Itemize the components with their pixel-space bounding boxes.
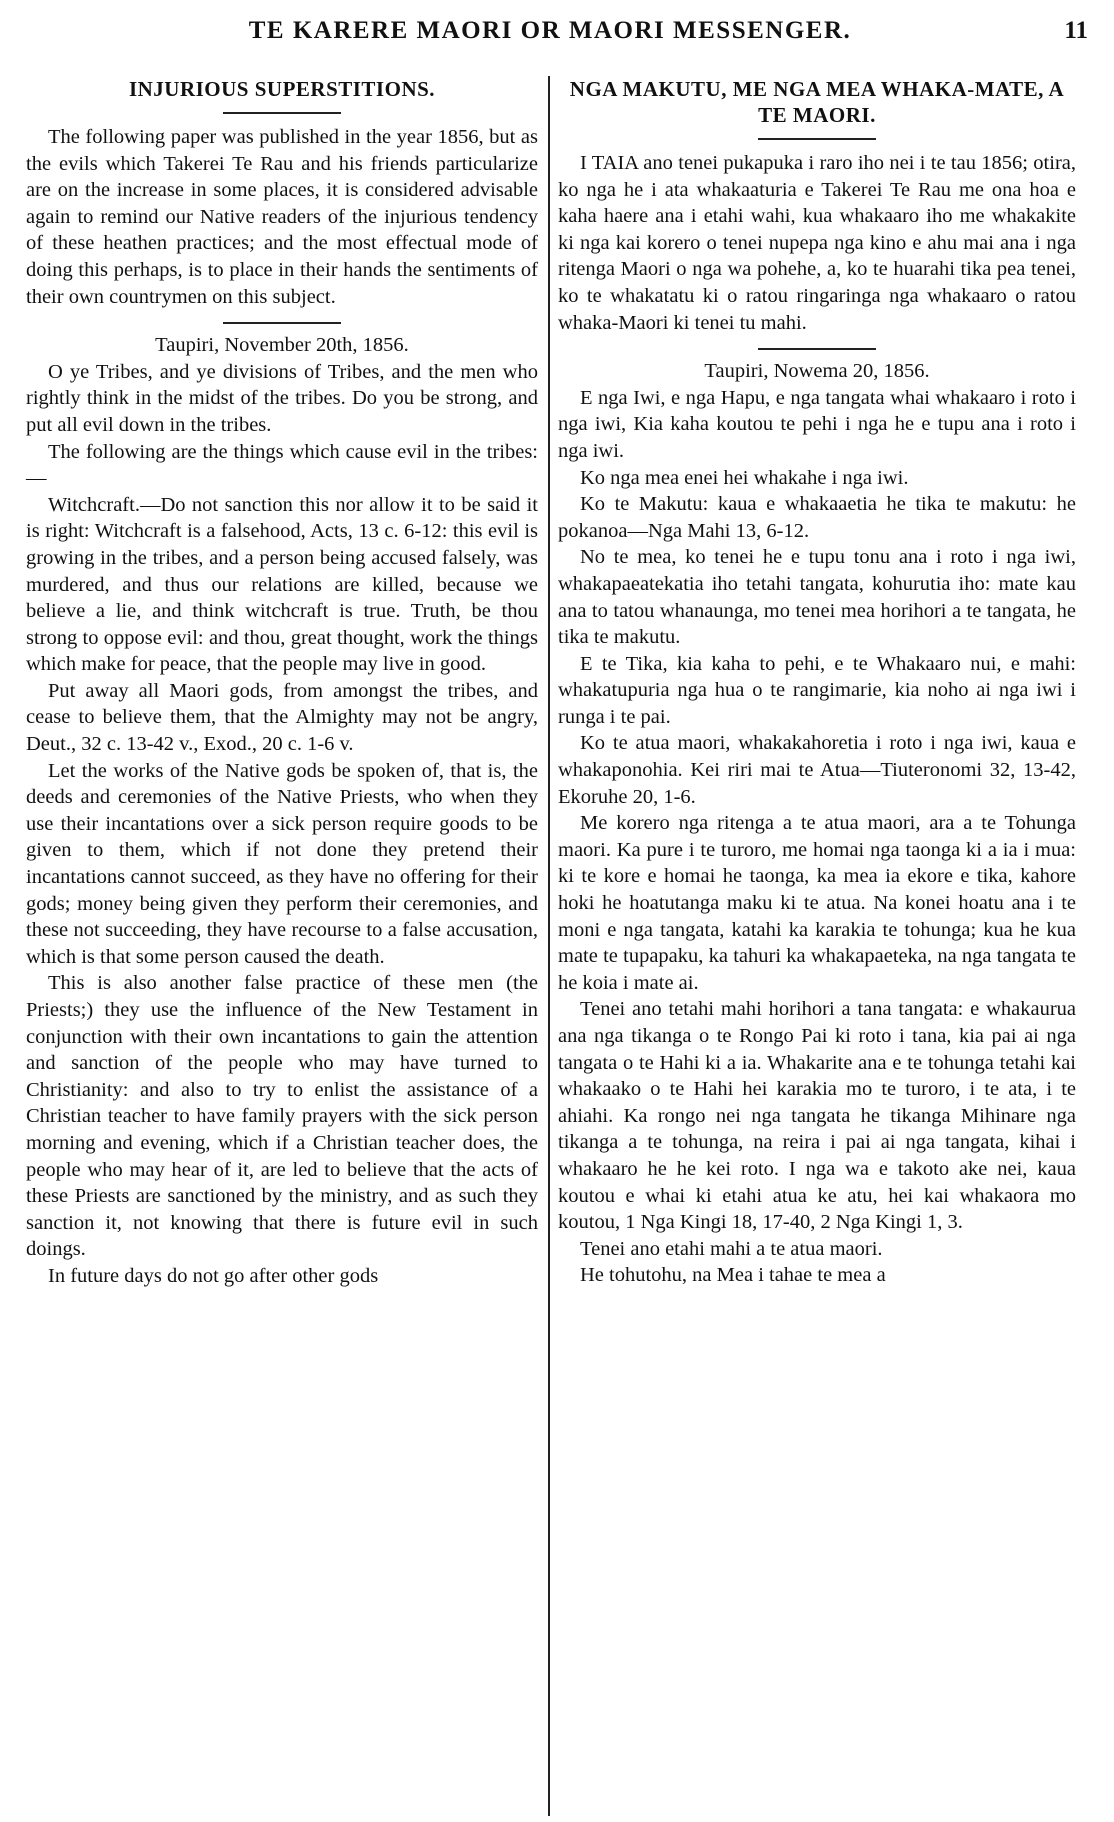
intro-rule	[758, 348, 876, 350]
maori-paragraph: Tenei ano etahi mahi a te atua maori.	[580, 1237, 883, 1260]
english-paragraph: Witchcraft.—Do not sanction this nor allow it to be said it is right: Witchcraft is a falsehood, Acts, 13 c. 6-12: this evil is growing in the tribes, and a person being accused falsely, was murdered, and thus our relations are killed, because we believe a lie, and think witchcraft is true. Truth, be thou strong to oppose evil: and thou, great thought, work the things which make for peace, that the people may live in good.	[26, 493, 538, 676]
english-paragraph: The following are the things which cause evil in the tribes:—	[26, 440, 538, 490]
maori-dateline: Taupiri, Nowema 20, 1856.	[704, 360, 930, 383]
english-paragraph: This is also another false practice of these men (the Priests;) they use the influence of the New Testament in conjunction with their own incantations to gain the attention and sanction of the people who may have turned to Christianity: and also to try to enlist the assistance of a Christian teacher to have family prayers with the sick person morning and evening, which if a Christian teacher does, the people who may hear of it, are led to believe that the acts of these Priests are sanctioned by the ministry, and as such they sanction it, not knowing that there is future evil in such doings.	[26, 972, 538, 1261]
english-intro: The following paper was published in the year 1856, but as the evils which Takerei Te Rau and his friends particularize are on the increase in some places, it is considered advisable again to remind our Native readers of the injurious tendency of these heathen practices; and the most effectual mode of doing this perhaps, is to place in their hands the sentiments of their own countrymen on this subject.	[26, 126, 538, 308]
english-column	[26, 70, 538, 1290]
heading-rule	[758, 138, 876, 140]
intro-rule	[223, 322, 341, 324]
english-dateline: Taupiri, November 20th, 1856.	[155, 334, 409, 357]
column-divider	[548, 76, 550, 1816]
maori-paragraph: He tohutohu, na Mea i tahae te mea a	[580, 1264, 886, 1287]
english-paragraph: In future days do not go after other gods	[48, 1264, 379, 1287]
english-paragraph: O ye Tribes, and ye divisions of Tribes, and the men who rightly think in the midst of the tribes. Do you be strong, and put all evil down in the tribes.	[26, 360, 538, 436]
maori-paragraph: Ko nga mea enei hei whakahe i nga iwi.	[580, 466, 909, 489]
page-number: 11	[1064, 17, 1088, 44]
heading-rule	[223, 112, 341, 114]
maori-paragraph: Me korero nga ritenga a te atua maori, ara a te Tohunga maori. Ka pure i te turoro, me homai nga taonga ki a ia i mua: ki te kore e homai he taonga, ka mea ia ekore e tika, kahore hoki he hoatutanga maku ki te atua. Na konei hoatu ana i te moni e nga tangata, katahi ka karakia te tohunga; kua he kua mate te tupapaku, ka tahuri ka whakapaeteka, na nga tangata te he koia i mate ai.	[558, 812, 1076, 994]
english-paragraph: Put away all Maori gods, from amongst the tribes, and cease to believe them, that the Almighty may not be angry, Deut., 32 c. 13-42 v., Exod., 20 c. 1-6 v.	[26, 679, 538, 756]
maori-paragraph: No te mea, ko tenei he e tupu tonu ana i roto i nga iwi, whakapaeatekatia iho tetahi tangata, kohurutia iho: mate kau ana to tatou whanaunga, mo tenei mea horihori a te tangata, he tika te makutu.	[558, 546, 1076, 649]
english-heading: INJURIOUS SUPERSTITIONS.	[128, 77, 436, 101]
maori-heading: NGA MAKUTU, ME NGA MEA WHAKA-MATE, A TE MAORI.	[569, 77, 1065, 127]
maori-paragraph: E te Tika, kia kaha to pehi, e te Whakaaro nui, e mahi: whakatupuria nga hua o te rangimarie, kia noho ai nga iwi i runga i te pai.	[558, 652, 1076, 728]
maori-paragraph: E nga Iwi, e nga Hapu, e nga tangata whai whakaaro i roto i nga iwi, Kia kaha koutou te pehi i nga he e tupu ana i roto i nga iwi.	[558, 386, 1076, 462]
maori-paragraph: Ko te atua maori, whakakahoretia i roto i nga iwi, kaua e whakaponohia. Kei riri mai te Atua—Tiuteronomi 32, 13-42, Ekoruhe 20, 1-6.	[558, 732, 1076, 808]
maori-paragraph: Ko te Makutu: kaua e whakaaetia he tika te makutu: he pokanoa—Nga Mahi 13, 6-12.	[558, 493, 1076, 542]
maori-paragraph: Tenei ano tetahi mahi horihori a tana tangata: e whakaurua ana nga tikanga o te Rongo Pai ki roto i tana, kia pai ai nga tangata o te Hahi ki a ia. Whakarite ana e te tohunga tetahi kai whakaako o te Hahi hei karakia mo te turoro, i te ata, i te ahiahi. Ka rongo nei nga tangata he tikanga Mihinare nga tikanga a te tohunga, na reira i pai ai nga tangata, kihai i whakaaro he he kei roto. I nga wa e takoto ake nei, kaua koutou e whai ki etahi atua ke atu, hei kai whakaora mo koutou, 1 Nga Kingi 18, 17-40, 2 Nga Kingi 1, 3.	[558, 998, 1076, 1234]
maori-column	[558, 70, 1076, 1289]
english-paragraph: Let the works of the Native gods be spoken of, that is, the deeds and ceremonies of the Native Priests, who when they use their incantations over a sick person require goods to be given to them, which if not done they pretend their incantations cannot succeed, as they have no offering for their gods; money being given they perform their ceremonies, and these not succeeding, they have recourse to a false accusation, which is that some person caused the death.	[26, 759, 538, 968]
running-head: TE KARERE MAORI OR MAORI MESSENGER.	[248, 17, 852, 44]
maori-intro: I TAIA ano tenei pukapuka i raro iho nei i te tau 1856; otira, ko nga he i ata whakaaturia e Takerei Te Rau me ona hoa e kaha haere ana i etahi wahi, kua whakaaro iho me whakakite ki nga kai korero o tenei nupepa nga kino e ahu mai ana i nga ritenga Maori o nga wa pohehe, a, ko te huarahi tika pea tenei, ko te whakatatu ki o ratou ringaringa nga whakaaro o ratou whaka-Maori ki tenei tu mahi.	[558, 152, 1076, 334]
